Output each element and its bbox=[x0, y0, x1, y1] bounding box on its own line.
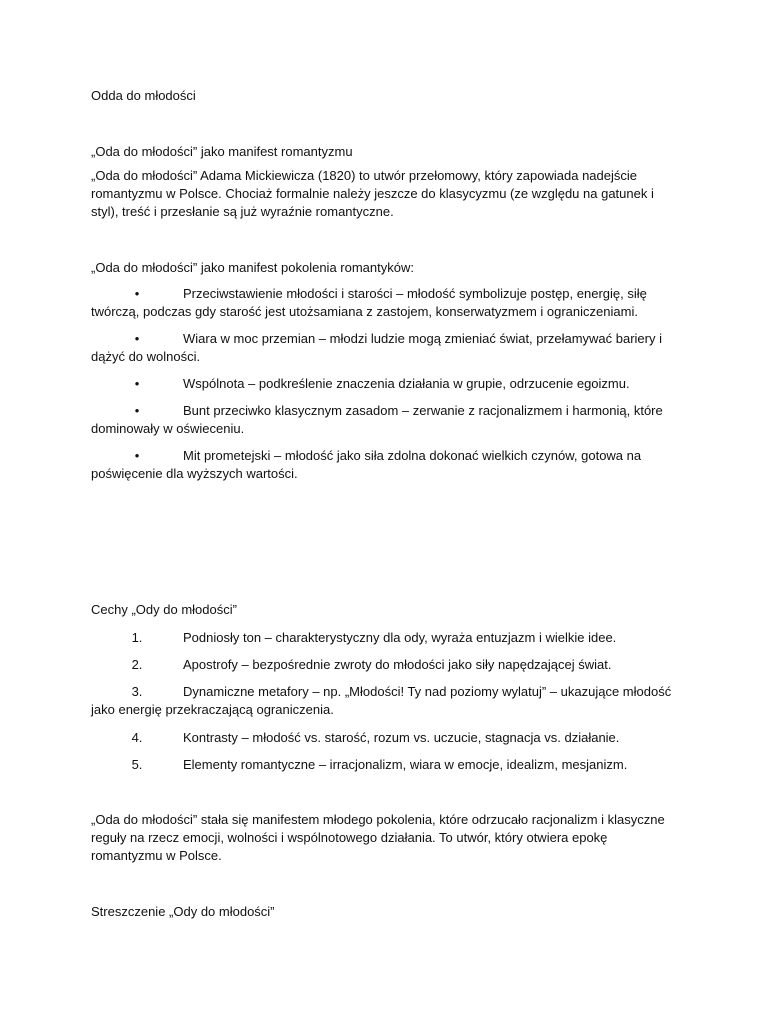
bullet-marker: • bbox=[134, 376, 140, 391]
bullet-text: Bunt przeciwko klasycznym zasadom – zerwanie z racjonalizmem i harmonią, które dominowały w oświeceniu. bbox=[91, 403, 663, 436]
list-number: 1. bbox=[131, 630, 143, 645]
bullet-list-item bbox=[91, 285, 681, 321]
list-number: 4. bbox=[131, 730, 143, 745]
bullet-marker: • bbox=[134, 448, 140, 463]
section-heading-generation-manifest: „Oda do młodości” jako manifest pokolenia romantyków: bbox=[91, 260, 414, 275]
numbered-list-item bbox=[91, 656, 681, 674]
bullet-text: Wspólnota – podkreślenie znaczenia działania w grupie, odrzucenie egoizmu. bbox=[183, 376, 630, 391]
bullet-list-item bbox=[91, 402, 681, 438]
bullet-text: Wiara w moc przemian – młodzi ludzie mogą zmieniać świat, przełamywać bariery i dążyć do wolności. bbox=[91, 331, 662, 364]
numbered-item-text: Podniosły ton – charakterystyczny dla ody, wyraża entuzjazm i wielkie idee. bbox=[183, 630, 617, 645]
section-heading-features: Cechy „Ody do młodości” bbox=[91, 602, 237, 617]
bullet-list-item bbox=[91, 447, 681, 483]
numbered-item-text: Dynamiczne metafory – np. „Młodości! Ty nad poziomy wylatuj” – ukazujące młodość jako energię przekraczającą ograniczenia. bbox=[91, 684, 672, 717]
numbered-item-text: Elementy romantyczne – irracjonalizm, wiara w emocje, idealizm, mesjanizm. bbox=[183, 757, 628, 772]
section-heading-summary: Streszczenie „Ody do młodości” bbox=[91, 904, 275, 919]
bullet-marker: • bbox=[134, 331, 140, 346]
bullet-text: Mit prometejski – młodość jako siła zdolna dokonać wielkich czynów, gotowa na poświęcenie dla wyższych wartości. bbox=[91, 448, 642, 481]
bullet-list-item bbox=[91, 330, 681, 366]
numbered-list-item bbox=[91, 683, 681, 719]
bullet-marker: • bbox=[134, 403, 140, 418]
section-heading-manifest-romanticism: „Oda do młodości” jako manifest romantyzmu bbox=[91, 144, 353, 159]
conclusion-paragraph: „Oda do młodości” stała się manifestem młodego pokolenia, które odrzucało racjonalizm i klasyczne reguły na rzecz emocji, wolności i wspólnotowego działania. To utwór, który otwiera epokę romantyzmu w Polsce. bbox=[91, 812, 665, 863]
bullet-list-item bbox=[91, 375, 681, 393]
bullet-text: Przeciwstawienie młodości i starości – młodość symbolizuje postęp, energię, siłę twórczą, podczas gdy starość jest utożsamiana z zastojem, konserwatyzmem i ograniczeniami. bbox=[91, 286, 647, 319]
list-number: 2. bbox=[131, 657, 143, 672]
numbered-list-item bbox=[91, 629, 681, 647]
list-number: 5. bbox=[131, 757, 143, 772]
numbered-list-item bbox=[91, 756, 681, 774]
list-number: 3. bbox=[131, 684, 143, 699]
numbered-item-text: Kontrasty – młodość vs. starość, rozum vs. uczucie, stagnacja vs. działanie. bbox=[183, 730, 620, 745]
numbered-list-item bbox=[91, 729, 681, 747]
intro-paragraph: „Oda do młodości” Adama Mickiewicza (1820) to utwór przełomowy, który zapowiada nadejście romantyzmu w Polsce. Chociaż formalnie należy jeszcze do klasycyzmu (ze względu na gatunek i styl), treść i przesłanie są już wyraźnie romantyczne. bbox=[91, 168, 654, 219]
document-title: Odda do młodości bbox=[91, 88, 196, 103]
bullet-marker: • bbox=[134, 286, 140, 301]
numbered-item-text: Apostrofy – bezpośrednie zwroty do młodości jako siły napędzającej świat. bbox=[183, 657, 612, 672]
